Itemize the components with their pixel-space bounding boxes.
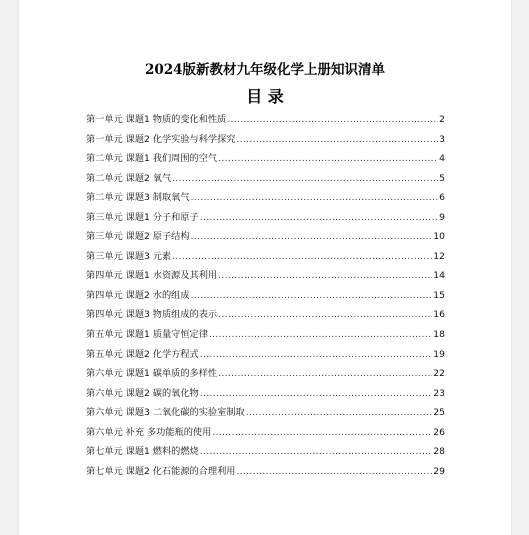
toc-entry-title: 第五单元 课题1 质量守恒定律 [86,329,208,341]
toc-entry[interactable] [86,365,445,385]
toc-entry[interactable] [86,267,445,287]
toc-entry[interactable] [86,248,445,268]
toc-entry[interactable] [86,404,445,424]
toc-entry[interactable] [86,111,445,131]
toc-dot-leader [212,427,432,438]
toc-entry-title: 第二单元 课题1 我们周围的空气 [86,153,218,165]
toc-entry-title: 第四单元 课题1 水资源及其利用 [86,270,218,282]
toc-entry[interactable] [86,306,445,326]
toc-dot-leader [191,290,433,301]
toc-entry[interactable] [86,287,445,307]
toc-page-number: 26 [433,426,445,438]
toc-dot-leader [246,407,433,418]
table-of-contents [86,111,445,482]
toc-entry-title: 第六单元 补充 多功能瓶的使用 [86,426,212,438]
toc-page-number: 28 [433,446,445,458]
toc-dot-leader [172,173,438,184]
toc-entry[interactable] [86,170,445,190]
toc-entry-title: 第六单元 课题3 二氧化碳的实验室制取 [86,407,245,419]
toc-page-number: 3 [439,133,445,145]
toc-entry-title: 第三单元 课题3 元素 [86,250,172,262]
toc-dot-leader [237,134,439,145]
toc-entry-title: 第三单元 课题2 原子结构 [86,231,190,243]
toc-entry-title: 第二单元 课题2 氧气 [86,172,172,184]
toc-page-number: 9 [439,211,445,223]
toc-entry-title: 第五单元 课题2 化学方程式 [86,348,199,360]
toc-dot-leader [218,368,432,379]
toc-dot-leader [209,329,432,340]
toc-entry[interactable] [86,385,445,405]
toc-page-number: 19 [433,348,445,360]
toc-entry-title: 第四单元 课题2 水的组成 [86,289,190,301]
toc-page-number: 14 [433,270,445,282]
toc-page-number: 5 [439,172,445,184]
toc-entry[interactable] [86,326,445,346]
toc-page-number: 2 [439,114,445,125]
toc-dot-leader [200,349,433,360]
toc-page-number: 23 [433,387,445,399]
toc-dot-leader [218,270,432,281]
document-title: 2024版新教材九年级化学上册知识清单 [144,62,386,78]
toc-page-number: 4 [439,153,445,165]
toc-dot-leader [200,388,433,399]
toc-page-number: 18 [433,329,445,341]
toc-dot-leader [172,251,432,262]
toc-dot-leader [227,114,438,125]
toc-entry-title: 第二单元 课题3 制取氧气 [86,192,190,204]
toc-dot-leader [200,212,438,223]
document-page [19,0,511,535]
toc-dot-leader [200,446,433,457]
toc-entry[interactable] [86,131,445,151]
toc-page-number: 25 [433,407,445,419]
toc-page-number: 12 [433,250,445,262]
toc-entry[interactable] [86,443,445,463]
toc-page-number: 22 [433,368,445,380]
toc-entry-title: 第一单元 课题1 物质的变化和性质 [86,114,227,125]
toc-entry[interactable] [86,150,445,170]
toc-entry-title: 第一单元 课题2 化学实验与科学探究 [86,133,236,145]
toc-dot-leader [191,231,433,242]
toc-entry-title: 第三单元 课题1 分子和原子 [86,211,199,223]
toc-dot-leader [237,466,433,477]
toc-entry-title: 第七单元 课题2 化石能源的合理利用 [86,465,236,477]
toc-entry-title: 第四单元 课题3 物质组成的表示 [86,309,218,321]
toc-dot-leader [191,192,439,203]
toc-page-number: 16 [433,309,445,321]
toc-entry-title: 第六单元 课题1 碳单质的多样性 [86,368,218,380]
toc-entry[interactable] [86,424,445,444]
toc-page-number: 29 [433,465,445,477]
toc-entry[interactable] [86,463,445,483]
toc-page-number: 6 [439,192,445,204]
toc-entry[interactable] [86,228,445,248]
toc-entry-title: 第七单元 课题1 燃料的燃烧 [86,446,199,458]
toc-entry-title: 第六单元 课题2 碳的氧化物 [86,387,199,399]
toc-dot-leader [218,309,432,320]
toc-entry[interactable] [86,209,445,229]
toc-heading: 目 录 [246,87,284,106]
toc-dot-leader [218,153,438,164]
toc-entry[interactable] [86,346,445,366]
toc-page-number: 10 [433,231,445,243]
toc-entry[interactable] [86,189,445,209]
toc-page-number: 15 [433,289,445,301]
